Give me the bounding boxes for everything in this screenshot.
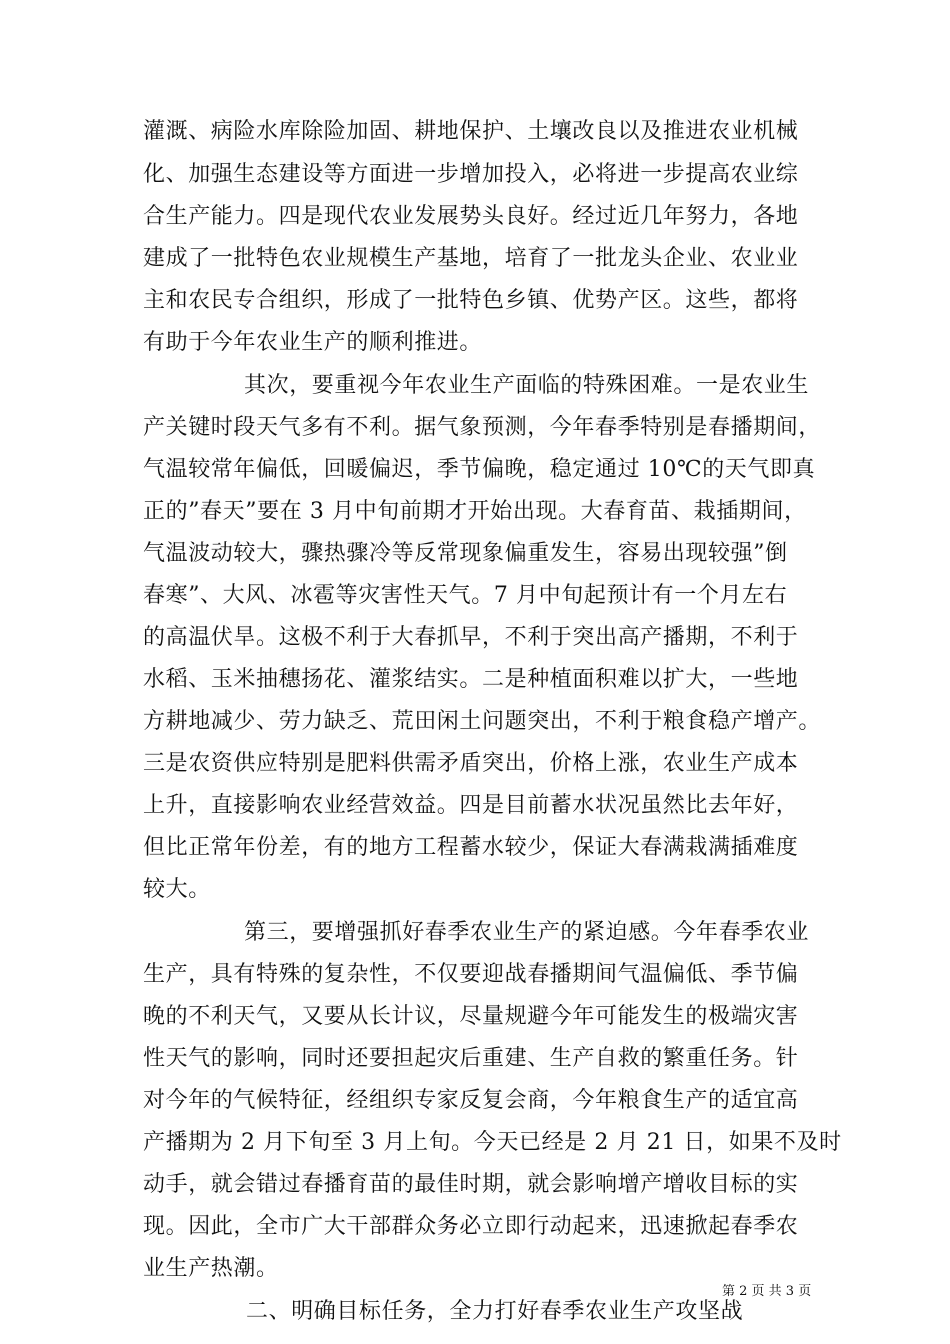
- text-line: 三是农资供应特别是肥料供需矛盾突出，价格上涨，农业生产成本: [143, 751, 799, 776]
- text-line: 的高温伏旱。这极不利于大春抓早，不利于突出高产播期，不利于: [143, 625, 799, 650]
- text-line: 其次，要重视今年农业生产面临的特殊困难。一是农业生: [244, 373, 810, 398]
- text-line: 现。因此，全市广大干部群众务必立即行动起来，迅速掀起春季农: [143, 1214, 799, 1239]
- text-line: 方耕地减少、劳力缺乏、荒田闲土问题突出，不利于粮食稳产增产。: [143, 709, 822, 734]
- text-line: 较大。: [143, 877, 211, 902]
- text-line: 有助于今年农业生产的顺利推进。: [143, 330, 483, 355]
- text-line: 春寒”、大风、冰雹等灾害性天气。7 月中旬起预计有一个月左右: [143, 583, 788, 608]
- text-line: 业生产热潮。: [143, 1256, 279, 1281]
- text-line: 合生产能力。四是现代农业发展势头良好。经过近几年努力，各地: [143, 204, 799, 229]
- text-line: 正的”春天”要在 3 月中旬前期才开始出现。大春育苗、栽插期间，: [143, 499, 807, 524]
- text-line: 性天气的影响，同时还要担起灾后重建、生产自救的繁重任务。针: [143, 1046, 799, 1071]
- text-line: 气温波动较大，骤热骤冷等反常现象偏重发生，容易出现较强”倒: [143, 541, 788, 566]
- text-line: 生产，具有特殊的复杂性，不仅要迎战春播期间气温偏低、季节偏: [143, 962, 799, 987]
- text-line: 但比正常年份差，有的地方工程蓄水较少，保证大春满栽满插难度: [143, 835, 799, 860]
- text-line: 主和农民专合组织，形成了一批特色乡镇、优势产区。这些，都将: [143, 288, 799, 313]
- text-line: 气温较常年偏低，回暖偏迟，季节偏晚，稳定通过 10℃的天气即真: [143, 457, 816, 482]
- page-number: 第 2 页 共 3 页: [722, 1284, 812, 1299]
- section-heading: 二、明确目标任务，全力打好春季农业生产攻坚战: [246, 1299, 744, 1324]
- text-line: 第三，要增强抓好春季农业生产的紧迫感。今年春季农业: [244, 920, 810, 945]
- text-line: 晚的不利天气，又要从长计议，尽量规避今年可能发生的极端灾害: [143, 1004, 799, 1029]
- text-line: 动手，就会错过春播育苗的最佳时期，就会影响增产增收目标的实: [143, 1172, 799, 1197]
- text-line: 上升，直接影响农业经营效益。四是目前蓄水状况虽然比去年好，: [143, 793, 799, 818]
- text-line: 灌溉、病险水库除险加固、耕地保护、土壤改良以及推进农业机械: [143, 119, 799, 144]
- text-line: 化、加强生态建设等方面进一步增加投入，必将进一步提高农业综: [143, 162, 799, 187]
- text-line: 建成了一批特色农业规模生产基地，培育了一批龙头企业、农业业: [143, 246, 799, 271]
- text-line: 产播期为 2 月下旬至 3 月上旬。今天已经是 2 月 21 日，如果不及时: [143, 1130, 842, 1155]
- text-line: 水稻、玉米抽穗扬花、灌浆结实。二是种植面积难以扩大，一些地: [143, 667, 799, 692]
- text-line: 产关键时段天气多有不利。据气象预测，今年春季特别是春播期间，: [143, 415, 822, 440]
- text-line: 对今年的气候特征，经组织专家反复会商，今年粮食生产的适宜高: [143, 1088, 799, 1113]
